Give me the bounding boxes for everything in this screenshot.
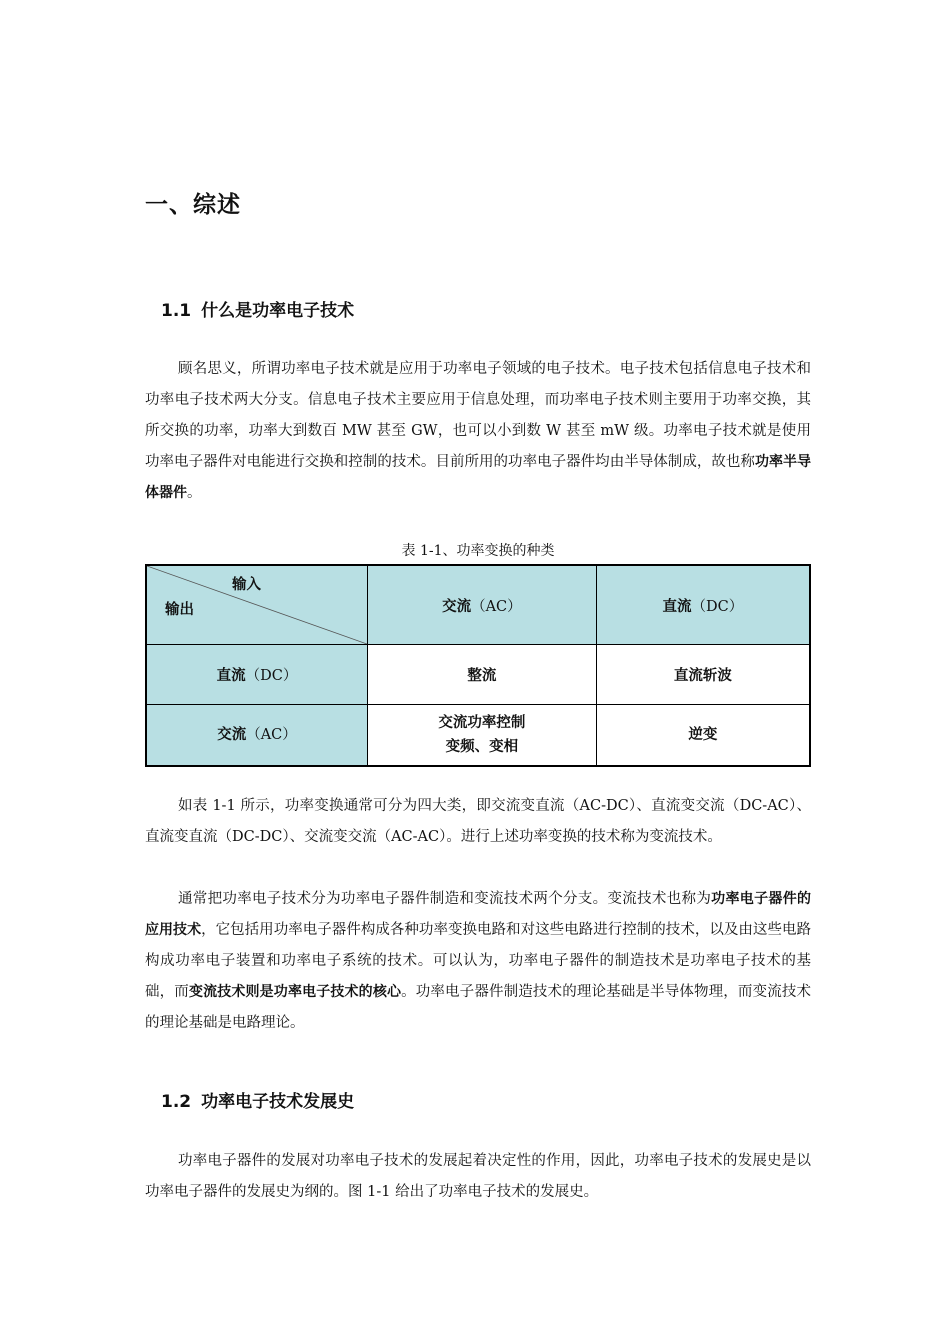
section-heading-1-1 bbox=[161, 296, 354, 321]
table-row bbox=[146, 705, 810, 767]
table-header-row bbox=[146, 565, 810, 645]
paragraph-end: 。 bbox=[187, 485, 202, 501]
column-header-abbr: （AC） bbox=[471, 598, 522, 615]
column-header-abbr: （DC） bbox=[691, 598, 744, 615]
table-row bbox=[146, 645, 810, 705]
section-number: 1.2 bbox=[161, 1092, 192, 1112]
paragraph-text: ，它包括用功率电子器件构成各种功率变换电路和对这些电路进行控制的技术，以及由这些电路构成功率电子装置和功率电子系统的技术。可以认为，功率电子器件的制造技术是功率电子技术的基础，而 bbox=[145, 922, 812, 1000]
row-header-name: 直流 bbox=[216, 668, 246, 684]
row-header-abbr: （AC） bbox=[246, 727, 297, 743]
table-cell: 整流 bbox=[368, 645, 597, 705]
section-number: 1.1 bbox=[161, 301, 192, 321]
paragraph-text: 顾名思义，所谓功率电子技术就是应用于功率电子领域的电子技术。电子技术包括信息电子技术和功率电子技术两大分支。信息电子技术主要应用于信息处理，而功率电子技术则主要用于功率交换，其所交换的功率，功率大到数百 MW 甚至 GW，也可以小到数 W 甚至 mW 级。功率电子技术就是使用功率电子器件对电能进行交换和控制的技术。目前所用的功率电子器件均由半导体制成，故也称 bbox=[145, 361, 811, 470]
column-header-dc bbox=[596, 565, 810, 645]
section-title: 功率电子技术发展史 bbox=[201, 1092, 355, 1112]
bold-term: 变流技术则是功率电子技术的核心 bbox=[188, 984, 402, 1000]
column-header-name: 交流 bbox=[442, 598, 472, 615]
paragraph-2: 如表 1-1 所示，功率变换通常可分为四大类，即交流变直流（AC-DC）、直流变交流（DC-AC）、直流变直流（DC-DC）、交流变交流（AC-AC）。进行上述功率变换的技术称为变流技术。 bbox=[145, 798, 811, 845]
table-cell-line: 交流功率控制 bbox=[438, 715, 526, 731]
paragraph-text: 通常把功率电子技术分为功率电子器件制造和变流技术两个分支。变流技术也称为 bbox=[178, 891, 712, 907]
table-cell bbox=[368, 705, 597, 767]
paragraph-text: 。功率电子器件制造技术的理论基础是半导体物理，而变流技术的理论基础是电路理论。 bbox=[145, 984, 812, 1031]
section-title: 什么是功率电子技术 bbox=[201, 301, 355, 321]
row-header-name: 交流 bbox=[217, 727, 247, 743]
paragraph-3 bbox=[145, 884, 811, 1039]
corner-input-label: 输入 bbox=[232, 577, 261, 593]
row-header-dc bbox=[146, 645, 368, 705]
bold-term: 功率电子器件的应用技术 bbox=[145, 891, 811, 938]
table-caption: 表 1-1、功率变换的种类 bbox=[401, 543, 555, 559]
section-heading-1-2 bbox=[161, 1087, 354, 1112]
row-header-abbr: （DC） bbox=[245, 668, 298, 684]
column-header-name: 直流 bbox=[662, 598, 692, 615]
corner-output-label: 输出 bbox=[165, 602, 194, 618]
table-corner-cell bbox=[146, 565, 368, 645]
conversion-table bbox=[145, 564, 811, 767]
chapter-heading: 一、综述 bbox=[145, 192, 241, 218]
column-header-ac bbox=[368, 565, 597, 645]
table-cell: 直流斩波 bbox=[596, 645, 810, 705]
bold-term: 功率半导体器件 bbox=[145, 454, 812, 501]
paragraph-4: 功率电子器件的发展对功率电子技术的发展起着决定性的作用，因此，功率电子技术的发展史是以功率电子器件的发展史为纲的。图 1-1 给出了功率电子技术的发展史。 bbox=[145, 1153, 811, 1200]
table-cell-line: 变频、变相 bbox=[445, 739, 519, 755]
paragraph-1 bbox=[145, 354, 811, 509]
table-cell: 逆变 bbox=[596, 705, 810, 767]
row-header-ac bbox=[146, 705, 368, 767]
